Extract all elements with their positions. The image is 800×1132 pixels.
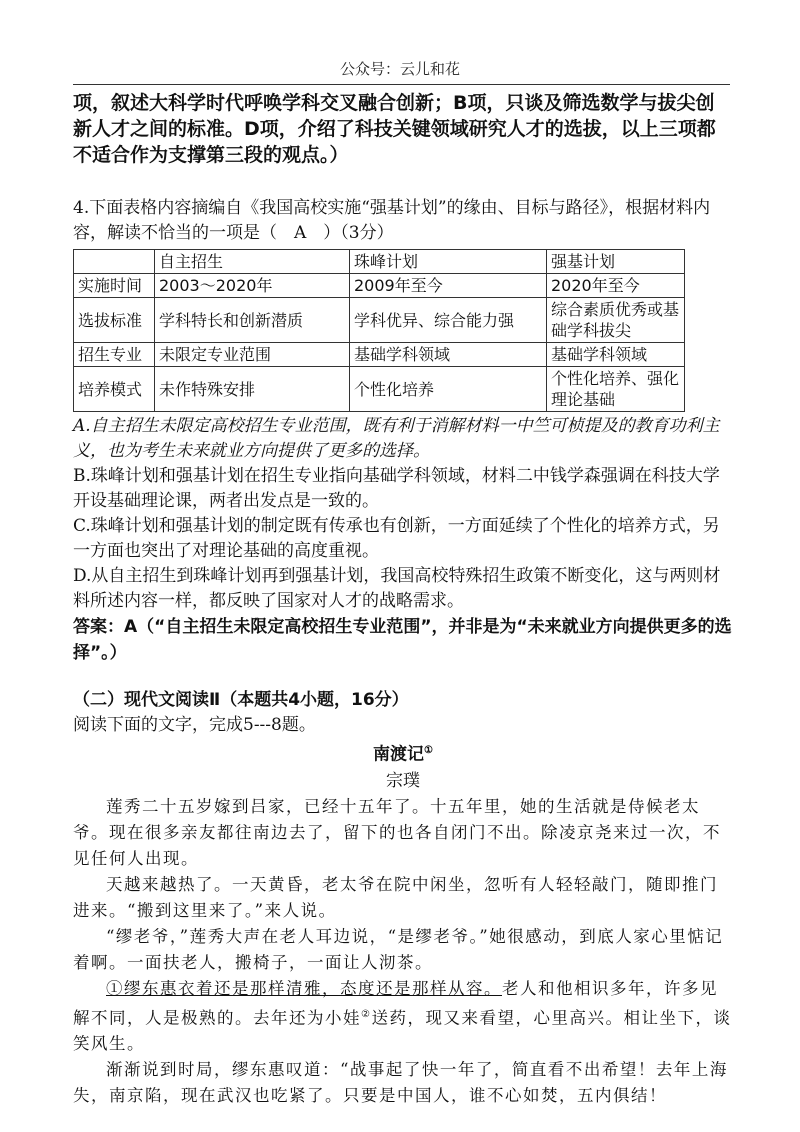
table-row [74, 274, 685, 298]
table-cell: 2009年至今 [350, 274, 547, 298]
story-paragraph: 莲秀二十五岁嫁到吕家，已经十五年了。十五年里，她的生活就是侍候老太爷。现在很多亲友都往南边去了，留下的也各自闭门不出。除凌京尧来过一次，不见任何人出现。 [73, 796, 721, 868]
table-cell: 选拔标准 [74, 298, 155, 343]
table-row [74, 367, 685, 412]
story-title-text: 南渡记 [373, 744, 425, 765]
underlined-sentence: ①缪东惠衣着还是那样清雅，态度还是那样从容。 [106, 978, 502, 998]
section-heading: （二）现代文阅读Ⅱ（本题共4小题，16分） [73, 690, 409, 710]
table-cell: 培养模式 [74, 367, 155, 412]
footnote-marker: ② [361, 1008, 372, 1020]
table-cell: 学科特长和创新潜质 [155, 298, 350, 343]
page-header: 公众号：云儿和花 [339, 60, 460, 78]
option-b: B.珠峰计划和强基计划在招生专业指向基础学科领域，材料二中钱学森强调在科技大学开设基础理论课，两者出发点是一致的。 [73, 466, 720, 511]
table-cell: 综合素质优秀或基础学科拔尖 [547, 298, 685, 343]
story-paragraph [73, 976, 733, 1058]
story-paragraph: 天越来越热了。一天黄昏，老太爷在院中闲坐，忽听有人轻轻敲门，随即推门进来。“搬到这里来了。”来人说。 [73, 874, 718, 920]
table-cell: 2003～2020年 [155, 274, 350, 298]
table-cell: 未作特殊安排 [155, 367, 350, 412]
table-row [74, 298, 685, 343]
header-divider [73, 84, 730, 85]
option-c: C.珠峰计划和强基计划的制定既有传承也有创新，一方面延续了个性化的培养方式，另一方面也突出了对理论基础的高度重视。 [73, 516, 720, 561]
table-cell: 学科优异、综合能力强 [350, 298, 547, 343]
answer-text: 答案：A（“自主招生未限定高校招生专业范围”，并非是为“未来就业方向提供更多的选择”。） [73, 617, 732, 663]
footnote-marker: ① [424, 745, 433, 756]
table-cell: 个性化培养、强化理论基础 [547, 367, 685, 412]
table-cell: 招生专业 [74, 343, 155, 367]
table-header-cell: 强基计划 [547, 250, 685, 274]
table-header-row [74, 250, 685, 274]
table-header-cell: 自主招生 [155, 250, 350, 274]
table-cell: 实施时间 [74, 274, 155, 298]
comparison-table [73, 249, 685, 412]
table-header-cell: 珠峰计划 [350, 250, 547, 274]
story-text: 送药，现又来看望，心里高兴。相让坐下，谈笑风生。 [73, 1008, 732, 1054]
story-author: 宗璞 [386, 770, 420, 791]
table-cell: 基础学科领域 [350, 343, 547, 367]
intro-paragraph: 项，叙述大科学时代呼唤学科交叉融合创新；B项，只谈及筛选数学与拔尖创新人才之间的标准。D项，介绍了科技关键领域研究人才的选拔，以上三项都不适合作为支撑第三段的观点。） [73, 92, 716, 166]
story-paragraph: “缪老爷，”莲秀大声在老人耳边说，“是缪老爷。”她很感动，到底人家心里惦记着啊。一面扶老人，搬椅子，一面让人沏茶。 [73, 926, 724, 972]
document-body [73, 90, 733, 1109]
option-d: D.从自主招生到珠峰计划再到强基计划，我国高校特殊招生政策不断变化，这与两则材料所述内容一样，都反映了国家对人才的战略需求。 [73, 566, 721, 611]
table-row [74, 343, 685, 367]
story-title [73, 738, 733, 768]
story-paragraph: 渐渐说到时局，缪东惠叹道：“战事起了快一年了，简直看不出希望！去年上海失，南京陷，现在武汉也吃紧了。只要是中国人，谁不心如焚，五内俱结！ [73, 1060, 728, 1106]
story-text: 老人和他相识多年，许多见解不同，人是极熟的。去年还为小娃 [73, 978, 718, 1028]
table-cell: 个性化培养 [350, 367, 547, 412]
table-cell: 基础学科领域 [547, 343, 685, 367]
question-4-stem: 4.下面表格内容摘编自《我国高校实施“强基计划”的缘由、目标与路径》，根据材料内容，解读不恰当的一项是（ A ）（3分） [73, 198, 711, 243]
table-cell: 2020年至今 [547, 274, 685, 298]
option-a: A.自主招生未限定高校招生专业范围，既有利于消解材料一中竺可桢提及的教育功利主义，也为考生未来就业方向提供了更多的选择。 [73, 416, 720, 461]
section-instruction: 阅读下面的文字，完成5---8题。 [73, 715, 316, 735]
table-cell: 未限定专业范围 [155, 343, 350, 367]
table-cell [74, 250, 155, 274]
